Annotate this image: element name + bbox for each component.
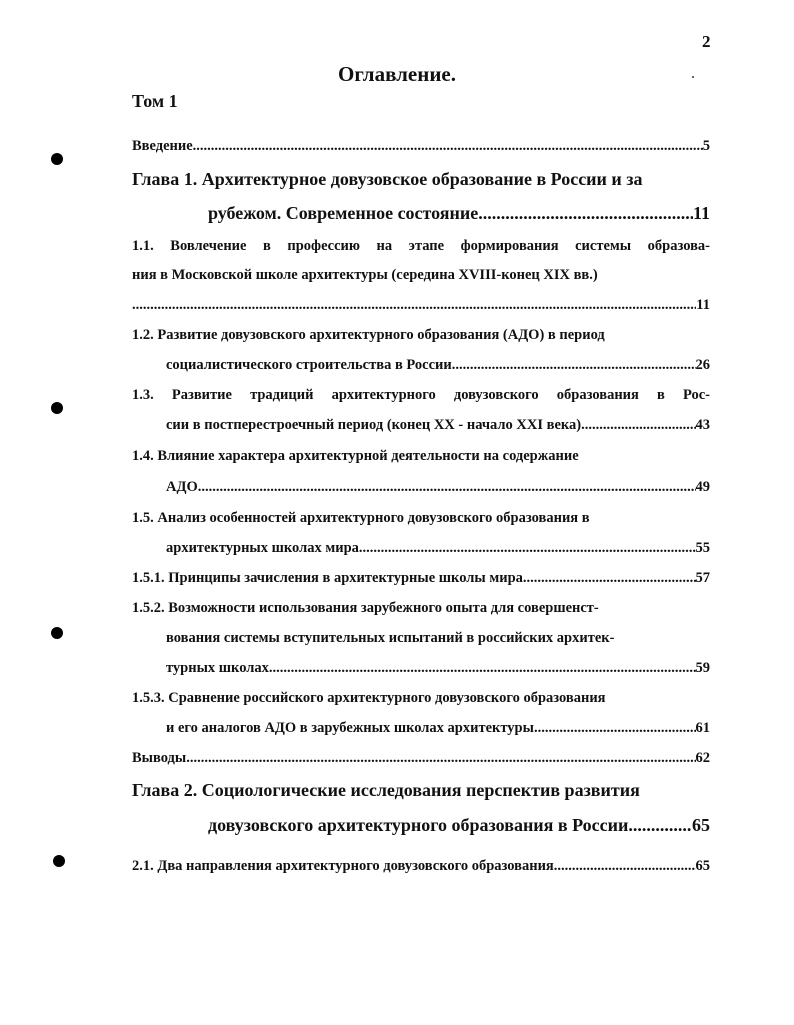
toc-entry-label: 2.1. Два направления архитектурного довузовского образования — [132, 858, 554, 874]
toc-page-number: 11 — [696, 297, 710, 313]
toc-section-1-1[interactable] — [132, 296, 710, 314]
toc-leader-dots — [628, 813, 692, 837]
toc-section-1-5[interactable] — [166, 539, 710, 557]
toc-page-number: 65 — [695, 858, 710, 874]
toc-section-1-2[interactable] — [166, 356, 710, 374]
toc-section-1-5-3-line1[interactable]: 1.5.3. Сравнение российского архитектурного довузовского образования — [132, 690, 606, 706]
toc-leader-dots — [186, 749, 695, 767]
toc-page-number: 49 — [695, 479, 710, 495]
toc-leader-dots — [269, 659, 696, 677]
toc-page-number: 57 — [695, 570, 710, 586]
toc-page-number: 26 — [695, 357, 710, 373]
toc-entry-label: довузовского архитектурного образования в России — [208, 815, 629, 835]
page-title: Оглавление. — [337, 62, 457, 86]
toc-section-1-1-line2[interactable]: ния в Московской школе архитектуры (середина XVIII-конец XIX вв.) — [132, 267, 598, 283]
toc-leader-dots — [198, 478, 696, 496]
toc-leader-dots — [523, 569, 696, 587]
toc-section-1-4-line1[interactable]: 1.4. Влияние характера архитектурной деятельности на содержание — [132, 448, 579, 464]
toc-section-1-2-line1[interactable]: 1.2. Развитие довузовского архитектурного образования (АДО) в период — [132, 327, 605, 343]
toc-leader-dots — [554, 857, 696, 875]
toc-section-1-3-line1[interactable]: 1.3. Развитие традиций архитектурного довузовского образования в Рос- — [132, 387, 710, 403]
toc-entry-intro[interactable] — [132, 137, 710, 155]
toc-page-number: 55 — [695, 540, 710, 556]
toc-leader-dots — [452, 356, 696, 374]
toc-section-1-5-2-line2[interactable]: вования системы вступительных испытаний в российских архитек- — [166, 630, 615, 646]
toc-leader-dots — [193, 137, 703, 155]
toc-page-number: 62 — [695, 750, 710, 766]
toc-page-number: 61 — [695, 720, 710, 736]
toc-chapter-1[interactable] — [208, 201, 710, 225]
toc-leader-dots — [132, 296, 696, 314]
toc-section-1-5-2-line1[interactable]: 1.5.2. Возможности использования зарубежного опыта для совершенст- — [132, 600, 599, 616]
toc-section-2-1[interactable] — [132, 857, 710, 875]
page-number: 2 — [702, 32, 711, 51]
toc-page-number: 43 — [695, 417, 710, 433]
toc-page-number: 59 — [695, 660, 710, 676]
punch-hole-marker — [51, 627, 63, 639]
toc-section-1-5-2[interactable] — [166, 659, 710, 677]
toc-chapter-2[interactable] — [208, 813, 710, 837]
toc-section-1-3[interactable] — [166, 416, 710, 434]
toc-entry-label: Введение — [132, 138, 193, 154]
volume-label: Том 1 — [132, 91, 178, 111]
toc-leader-dots — [534, 719, 696, 737]
toc-leader-dots — [581, 416, 695, 434]
toc-page-number: 5 — [702, 138, 710, 154]
toc-entry-label: архитектурных школах мира — [166, 540, 359, 556]
toc-entry-label: 1.5.1. Принципы зачисления в архитектурные школы мира — [132, 570, 523, 586]
toc-entry-label: сии в постперестроечный период (конец XX - начало XXI века) — [166, 417, 582, 433]
toc-entry-label: турных школах — [166, 660, 269, 676]
scan-speck — [692, 76, 694, 78]
toc-entry-label: рубежом. Современное состояние — [208, 203, 479, 223]
punch-hole-marker — [53, 855, 65, 867]
toc-entry-label: Выводы — [132, 750, 187, 766]
toc-section-1-5-3[interactable] — [166, 719, 710, 737]
toc-section-1-1-line1[interactable]: 1.1. Вовлечение в профессию на этапе формирования системы образова- — [132, 238, 710, 254]
toc-entry-label: и его аналогов АДО в зарубежных школах архитектуры — [166, 720, 534, 736]
toc-page-number: 65 — [692, 815, 710, 835]
toc-page-number: 11 — [692, 203, 710, 223]
toc-entry-conclusions[interactable] — [132, 749, 710, 767]
punch-hole-marker — [51, 402, 63, 414]
toc-entry-label: социалистического строительства в России — [166, 357, 452, 373]
punch-hole-marker — [51, 153, 63, 165]
toc-chapter-2-line1[interactable]: Глава 2. Социологические исследования перспектив развития — [132, 780, 640, 800]
toc-section-1-5-1[interactable] — [132, 569, 710, 587]
toc-section-1-4[interactable] — [166, 478, 710, 496]
toc-chapter-1-line1[interactable]: Глава 1. Архитектурное довузовское образование в России и за — [132, 169, 643, 189]
toc-leader-dots — [478, 201, 693, 225]
toc-entry-label: АДО — [166, 479, 198, 495]
toc-section-1-5-line1[interactable]: 1.5. Анализ особенностей архитектурного довузовского образования в — [132, 510, 590, 526]
toc-leader-dots — [359, 539, 696, 557]
